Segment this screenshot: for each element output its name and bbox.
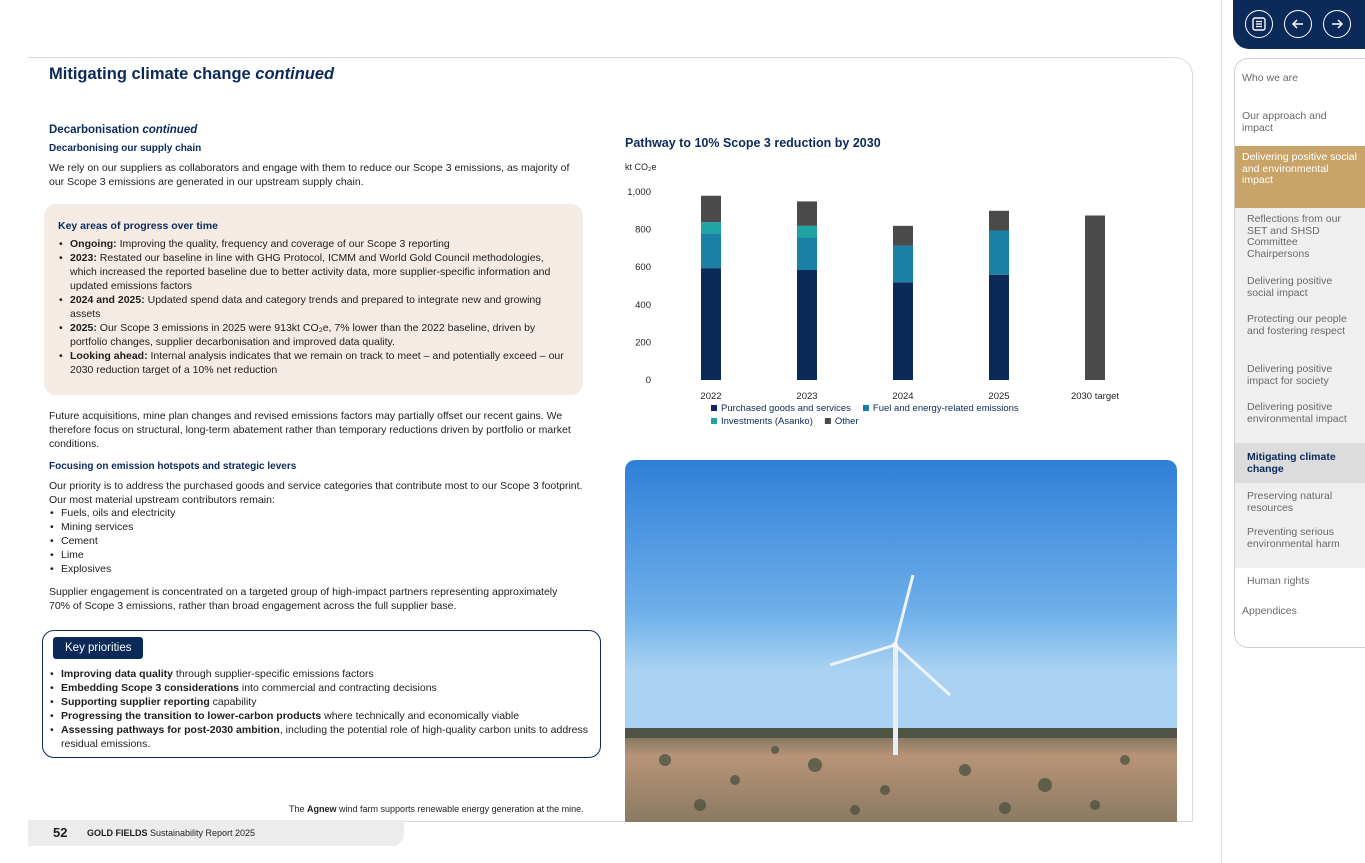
legend-label: Investments (Asanko) (721, 416, 813, 427)
bar-segment (797, 201, 817, 225)
bar-segment (989, 275, 1009, 380)
nav-item-impact-society[interactable]: Delivering positive impact for society (1235, 356, 1365, 394)
nav-item-environmental-harm[interactable]: Preventing serious environmental harm (1235, 519, 1365, 568)
y-tick-label: 0 (645, 375, 651, 386)
page-number: 52 (53, 825, 68, 840)
wind-farm-photo (625, 460, 1177, 822)
progress-item: • 2023: Restated our baseline in line with GHG Protocol, ICMM and World Gold Council methodologies, which increased the reported baseline due to better activity data, more supplier-specific information and updated emissions factors (58, 251, 569, 293)
priority-item: • Supporting supplier reporting capability (49, 695, 594, 709)
nav-item-mitigating-climate[interactable]: Mitigating climate change (1235, 443, 1365, 483)
supplier-paragraph: Supplier engagement is concentrated on a targeted group of high-impact partners representing approximately 70% of Scope 3 emissions, rather than broad engagement across the full supplier base. (49, 586, 558, 612)
bar-segment (893, 282, 913, 380)
nav-item-natural-resources[interactable]: Preserving natural resources (1235, 483, 1365, 519)
y-tick-label: 600 (635, 262, 651, 274)
y-tick-label: 800 (635, 224, 651, 236)
x-tick-label: 2022 (700, 391, 722, 402)
footer-report-title: GOLD FIELDS Sustainability Report 2025 (87, 828, 256, 838)
nav-item-protecting-people[interactable]: Protecting our people and fostering respect (1235, 306, 1365, 356)
nav-header (1233, 0, 1365, 49)
legend-swatch (825, 418, 831, 424)
bar-segment (797, 226, 817, 237)
legend-label: Other (834, 416, 859, 427)
y-tick-label: 400 (635, 299, 651, 311)
nav-item-appendices[interactable]: Appendices (1242, 605, 1297, 617)
bar-segment (701, 196, 721, 222)
bar-segment (701, 222, 721, 233)
y-tick-label: 200 (635, 337, 651, 349)
future-paragraph: Future acquisitions, mine plan changes and revised emissions factors may partially offset our recent gains. We therefore focus on structural, long-term abatement rather than temporary reductions driven by portfolio or market conditions. (49, 410, 571, 450)
hotspots-heading: Focusing on emission hotspots and strategic levers (49, 461, 297, 472)
x-tick-label: 2030 target (1070, 391, 1120, 402)
intro-paragraph: We rely on our suppliers as collaborators and engage with them to reduce our Scope 3 emissions, as majority of our Scope 3 emissions are generated in our upstream supply chain. (49, 162, 570, 188)
nav-item-social-impact[interactable]: Delivering positive social impact (1235, 268, 1365, 306)
bar-segment (1085, 216, 1105, 381)
page-title: Mitigating climate change continued (49, 65, 335, 83)
hotspot-item: • Mining services (49, 520, 175, 534)
progress-item: • Looking ahead: Internal analysis indicates that we remain on track to meet – and potentially exceed – our 2030 reduction target of a 10% net reduction (58, 349, 569, 377)
y-tick-label: 1,000 (627, 187, 651, 198)
bar-segment (797, 270, 817, 380)
arrow-right-icon[interactable] (1323, 10, 1351, 38)
progress-item: • Ongoing: Improving the quality, frequency and coverage of our Scope 3 reporting (58, 237, 569, 251)
nav-item-who-we-are[interactable]: Who we are (1242, 72, 1299, 84)
priority-item: • Progressing the transition to lower-carbon products where technically and economically viable (49, 709, 594, 723)
hotspot-item: • Explosives (49, 562, 175, 576)
priority-item: • Embedding Scope 3 considerations into commercial and contracting decisions (49, 681, 594, 695)
bar-segment (989, 211, 1009, 231)
chart-title: Pathway to 10% Scope 3 reduction by 2030 (625, 136, 881, 150)
hotspot-list (49, 506, 175, 576)
legend-label: Fuel and energy-related emissions (872, 403, 1019, 414)
priorities-tag: Key priorities (53, 637, 143, 659)
legend-swatch (863, 405, 869, 411)
hotspot-item: • Fuels, oils and electricity (49, 506, 175, 520)
nav-item-delivering-positive[interactable]: Delivering positive social and environmental impact (1235, 146, 1365, 208)
hotspot-item: • Cement (49, 534, 175, 548)
legend-swatch (711, 418, 717, 424)
progress-list (58, 237, 569, 377)
chart-ylabel: kt CO₂e (625, 162, 657, 172)
bar-segment (701, 268, 721, 380)
photo-caption: The Agnew wind farm supports renewable energy generation at the mine. (289, 804, 584, 814)
nav-item-reflections[interactable]: Reflections from our SET and SHSD Committee Chairpersons (1235, 208, 1365, 268)
x-tick-label: 2024 (892, 391, 914, 402)
priorities-list (49, 667, 594, 751)
arrow-left-icon[interactable] (1284, 10, 1312, 38)
contents-icon[interactable] (1245, 10, 1273, 38)
progress-item: • 2025: Our Scope 3 emissions in 2025 were 913kt CO₂e, 7% lower than the 2022 baseline, driven by portfolio changes, supplier decarbonisation and improved data quality. (58, 321, 569, 349)
progress-box (44, 204, 583, 395)
bar-segment (893, 246, 913, 283)
scope3-chart (615, 180, 1155, 440)
nav-item-environmental-impact[interactable]: Delivering positive environmental impact (1235, 394, 1365, 443)
hotspot-item: • Lime (49, 548, 175, 562)
progress-item: • 2024 and 2025: Updated spend data and category trends and prepared to integrate new and growing assets (58, 293, 569, 321)
hotspots-intro: Our priority is to address the purchased goods and service categories that contribute most to our Scope 3 footprint. Our most material upstream contributors remain: (49, 480, 583, 506)
bar-segment (701, 233, 721, 268)
bar-segment (797, 237, 817, 270)
nav-item-our-approach[interactable]: Our approach and impact (1242, 110, 1327, 134)
x-tick-label: 2023 (796, 391, 818, 402)
bar-segment (989, 231, 1009, 275)
section-subheading: Decarbonising our supply chain (49, 143, 202, 154)
priority-item: • Improving data quality through supplier-specific emissions factors (49, 667, 594, 681)
bar-segment (893, 226, 913, 246)
priority-item: • Assessing pathways for post-2030 ambition, including the potential role of high-quality carbon units to address residual emissions. (49, 723, 594, 751)
legend-swatch (711, 405, 717, 411)
progress-box-title: Key areas of progress over time (58, 220, 218, 232)
x-tick-label: 2025 (988, 391, 1010, 402)
legend-label: Purchased goods and services (721, 403, 851, 414)
nav-panel (1234, 58, 1365, 648)
section-heading: Decarbonisation continued (49, 124, 198, 136)
nav-item-human-rights[interactable]: Human rights (1247, 575, 1310, 587)
